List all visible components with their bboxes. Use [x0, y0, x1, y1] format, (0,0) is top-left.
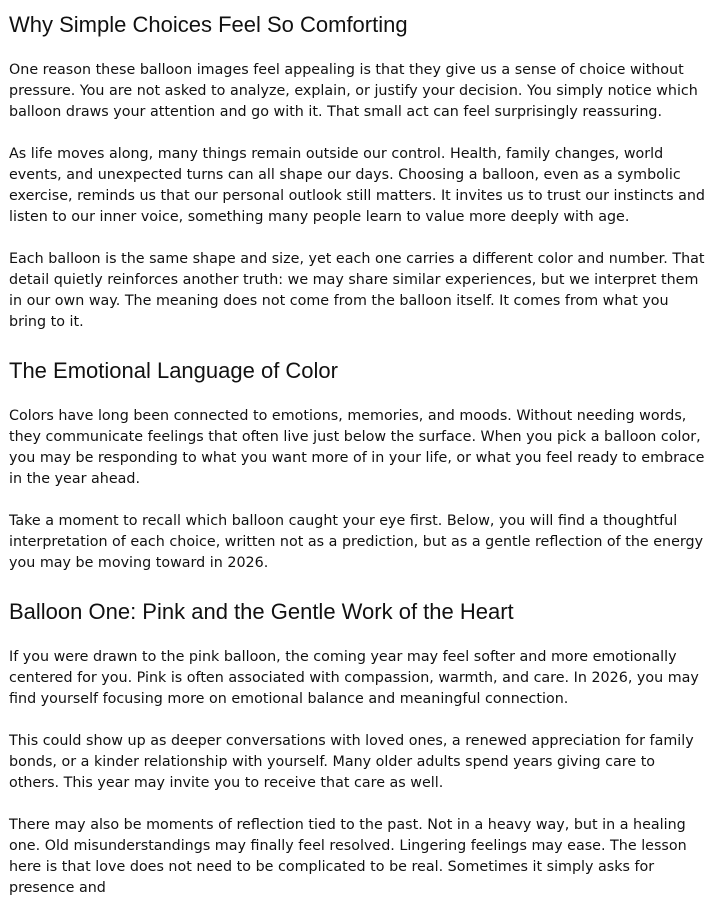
paragraph: One reason these balloon images feel appealing is that they give us a sense of choice without pressure. You are not asked to analyze, explain, or justify your decision. You simply notice which balloon draws your attention and go with it. That small act can feel surprisingly reassuring.	[9, 62, 698, 120]
paragraph: Each balloon is the same shape and size, yet each one carries a different color and number. That detail quietly reinforces another truth: we may share similar experiences, but we interpret them in our own way. The meaning does not come from the balloon itself. It comes from what you bring to it.	[9, 251, 705, 330]
paragraph: Take a moment to recall which balloon caught your eye first. Below, you will find a thoughtful interpretation of each choice, written not as a prediction, but as a gentle reflection of the energy you may be moving toward in 2026.	[9, 513, 704, 571]
section-heading: Why Simple Choices Feel So Comforting	[9, 12, 408, 37]
section-simple-choices	[9, 8, 709, 333]
section-heading: The Emotional Language of Color	[9, 358, 338, 383]
section-emotional-language-of-color	[9, 354, 709, 574]
paragraph: There may also be moments of reflection tied to the past. Not in a heavy way, but in a healing one. Old misunderstandings may finally feel resolved. Lingering feelings may ease. The lesson here is that love does not need to be complicated to be real. Sometimes it simply asks for presence and	[9, 817, 687, 896]
paragraph: If you were drawn to the pink balloon, the coming year may feel softer and more emotionally centered for you. Pink is often associated with compassion, warmth, and care. In 2026, you may find yourself focusing more on emotional balance and meaningful connection.	[9, 649, 699, 707]
paragraph: As life moves along, many things remain outside our control. Health, family changes, world events, and unexpected turns can all shape our days. Choosing a balloon, even as a symbolic exercise, reminds us that our personal outlook still matters. It invites us to trust our instincts and listen to our inner voice, something many people learn to value more deeply with age.	[9, 146, 705, 225]
paragraph: This could show up as deeper conversations with loved ones, a renewed appreciation for family bonds, or a kinder relationship with yourself. Many older adults spend years giving care to others. This year may invite you to receive that care as well.	[9, 733, 694, 791]
article	[9, 8, 709, 920]
paragraph: Colors have long been connected to emotions, memories, and moods. Without needing words, they communicate feelings that often live just below the surface. When you pick a balloon color, you may be responding to what you want more of in your life, or what you feel ready to embrace in the year ahead.	[9, 408, 705, 487]
section-heading: Balloon One: Pink and the Gentle Work of the Heart	[9, 599, 514, 624]
section-balloon-one-pink	[9, 595, 709, 899]
